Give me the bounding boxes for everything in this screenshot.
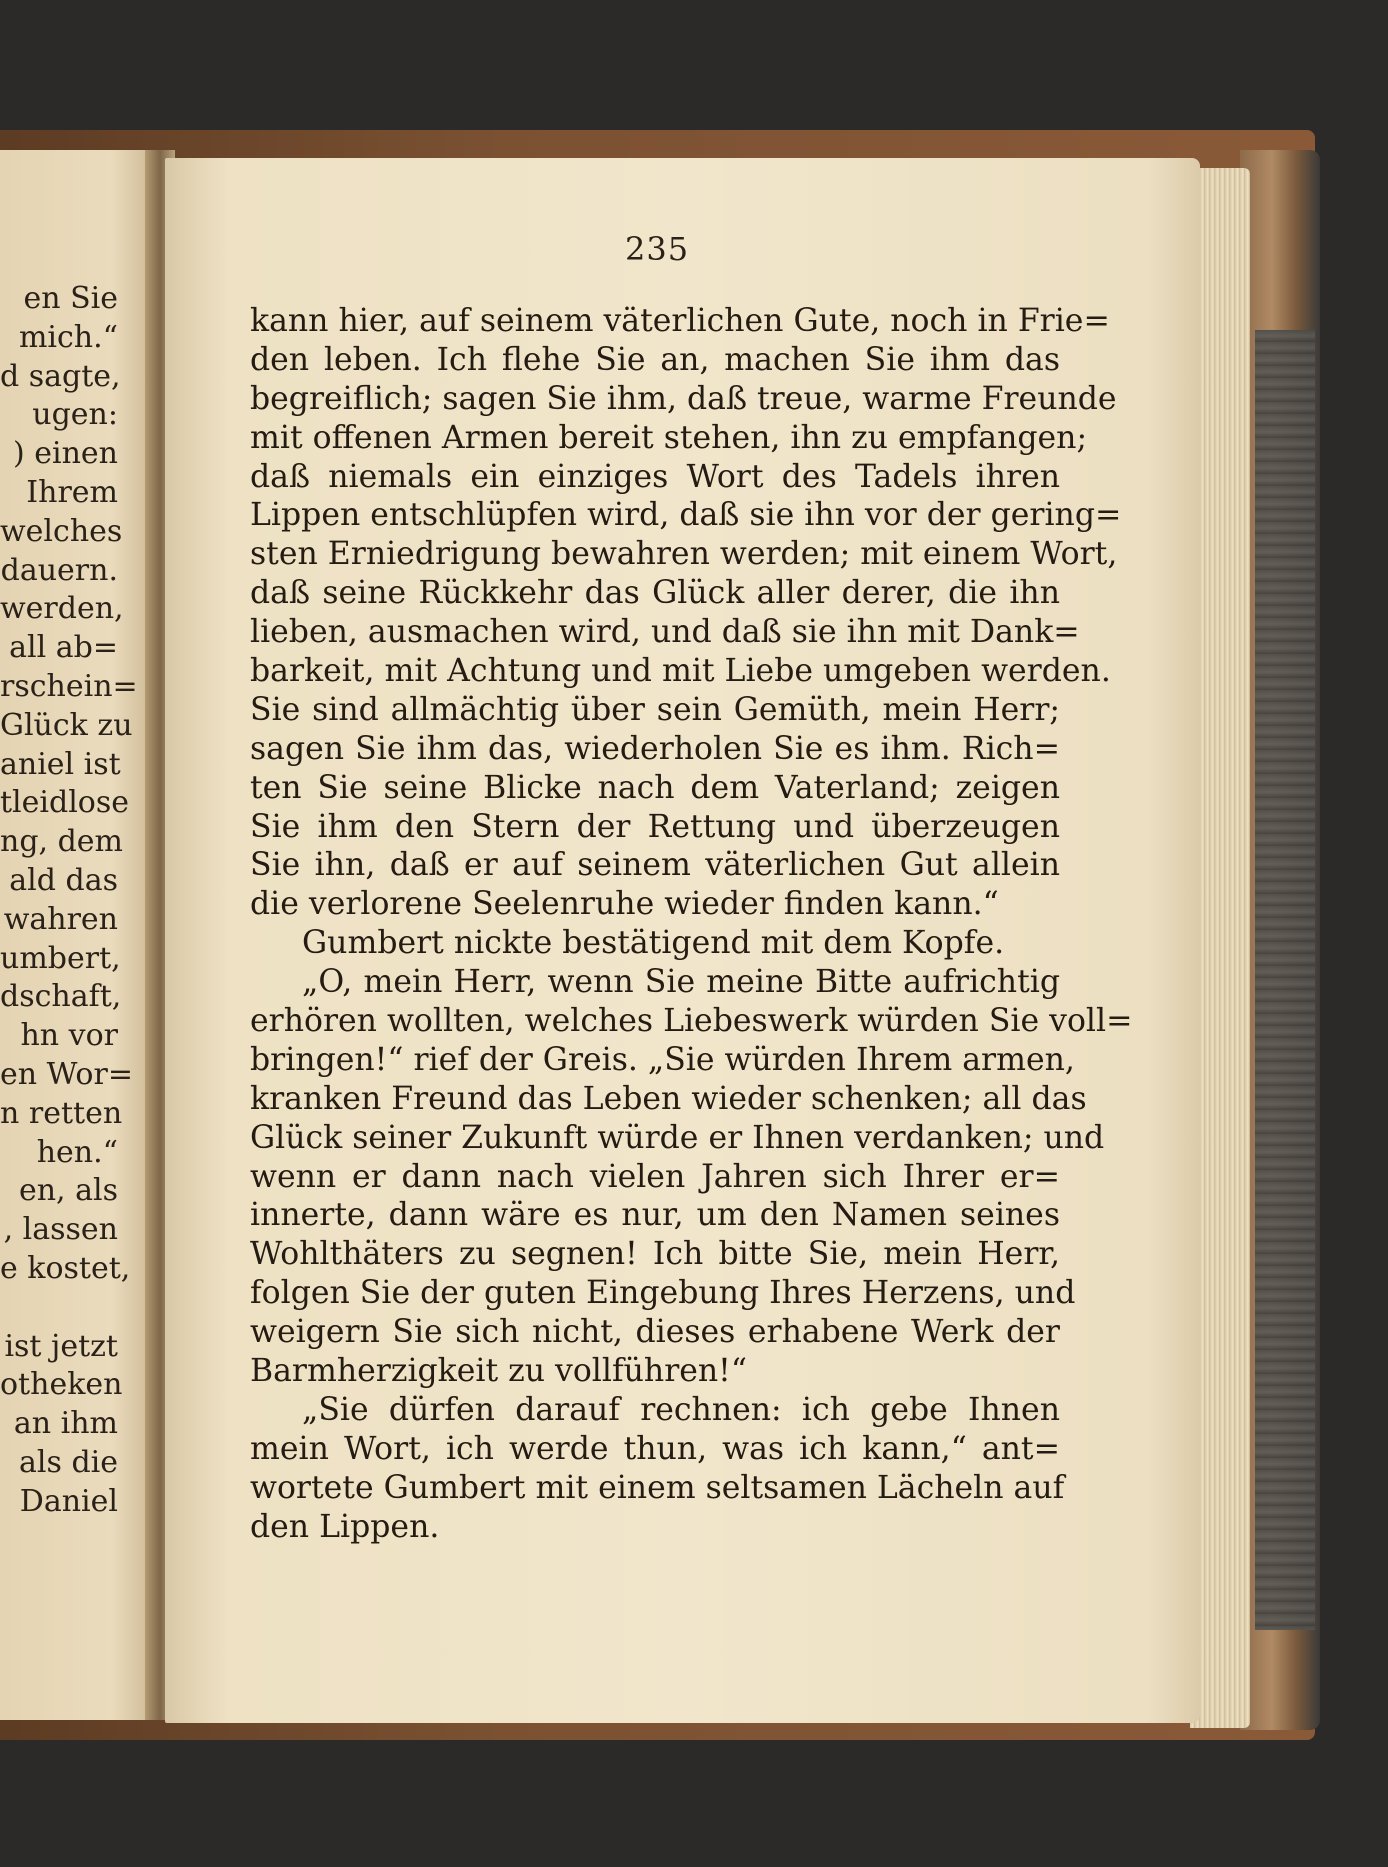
left-line: ) einen: [13, 436, 118, 472]
text-line: den leben. Ich flehe Sie an, machen Sie ihm das: [250, 341, 1060, 378]
text-line: Wohlthäters zu segnen! Ich bitte Sie, mein Herr,: [250, 1236, 1060, 1273]
left-line: dauern.: [0, 552, 118, 588]
left-line: Daniel: [19, 1483, 118, 1519]
text-line: Sie sind allmächtig über sein Gemüth, mein Herr;: [250, 691, 1060, 728]
text-line: „Sie dürfen darauf rechnen: ich gebe Ihnen: [302, 1391, 1060, 1428]
left-line: otheken: [0, 1367, 123, 1403]
left-line: ugen:: [32, 397, 118, 433]
left-line: welches: [0, 513, 123, 549]
left-line: mich.“: [18, 319, 118, 355]
left-line: en Sie: [23, 281, 118, 316]
cover-cloth: [1255, 330, 1315, 1630]
left-line: Ihrem: [26, 474, 118, 510]
text-line: sagen Sie ihm das, wiederholen Sie es ihm. Rich=: [250, 730, 1060, 767]
text-line: kann hier, auf seinem väterlichen Gute, noch in Frie=: [250, 303, 1110, 339]
text-line: Gumbert nickte bestätigend mit dem Kopfe.: [302, 925, 1005, 962]
text-line: lieben, ausmachen wird, und daß sie ihn mit Dank=: [250, 614, 1080, 651]
text-line: Barmherzigkeit zu vollführen!“: [250, 1353, 747, 1390]
left-line: wahren: [3, 901, 118, 937]
text-line: bringen!“ rief der Greis. „Sie würden Ihrem armen,: [250, 1041, 1075, 1078]
left-line: hn vor: [20, 1018, 118, 1054]
text-line: die verlorene Seelenruhe wieder finden kann.“: [250, 886, 999, 923]
text-line: begreiflich; sagen Sie ihm, daß treue, warme Freunde: [250, 380, 1117, 417]
left-line: , lassen: [3, 1212, 118, 1248]
text-line: innerte, dann wäre es nur, um den Namen seines: [250, 1197, 1060, 1234]
text-line: mit offenen Armen bereit stehen, ihn zu empfangen;: [250, 419, 1088, 456]
left-line: an ihm: [13, 1406, 118, 1442]
left-line: ist jetzt: [4, 1328, 118, 1364]
left-line: dschaft,: [0, 979, 122, 1015]
text-line: erhören wollten, welches Liebeswerk würden Sie voll=: [250, 1003, 1133, 1040]
left-line: ng, dem: [0, 824, 124, 860]
text-line: den Lippen.: [250, 1508, 440, 1545]
left-line: Glück zu: [0, 707, 133, 743]
text-line: Sie ihm den Stern der Rettung und überzeugen: [250, 808, 1060, 845]
text-line: barkeit, mit Achtung und mit Liebe umgeben werden.: [250, 653, 1111, 690]
left-line: d sagte,: [0, 358, 121, 394]
left-line: rschein=: [0, 668, 138, 704]
text-line: Glück seiner Zukunft würde er Ihnen verdanken; und: [250, 1119, 1105, 1156]
left-line: [0, 1289, 118, 1328]
left-line: tleidlose: [0, 785, 130, 821]
text-line: mein Wort, ich werde thun, was ich kann,“ ant=: [250, 1430, 1060, 1467]
text-line: daß seine Rückkehr das Glück aller derer, die ihn: [250, 575, 1060, 612]
page-body-text: [250, 302, 1133, 1547]
text-line: kranken Freund das Leben wieder schenken; all das: [250, 1080, 1087, 1117]
text-line: weigern Sie sich nicht, dieses erhabene Werk der: [250, 1314, 1060, 1351]
text-line: folgen Sie der guten Eingebung Ihres Herzens, und: [250, 1275, 1076, 1312]
left-line: en, als: [18, 1173, 118, 1209]
left-line: als die: [19, 1444, 118, 1480]
text-line: ten Sie seine Blicke nach dem Vaterland; zeigen: [250, 769, 1060, 806]
text-line: sten Erniedrigung bewahren werden; mit einem Wort,: [250, 536, 1118, 573]
left-page-text: [0, 280, 138, 1522]
left-line: ald das: [9, 862, 118, 898]
text-line: Sie ihn, daß er auf seinem väterlichen Gut allein: [250, 847, 1060, 884]
left-line: e kostet,: [0, 1250, 131, 1286]
text-line: wortete Gumbert mit einem seltsamen Lächeln auf: [250, 1469, 1065, 1506]
left-line: en Wor=: [0, 1056, 133, 1092]
text-line: daß niemals ein einziges Wort des Tadels ihren: [250, 458, 1060, 495]
left-line: hen.“: [36, 1134, 118, 1170]
left-line: all ab=: [9, 630, 118, 666]
text-line: wenn er dann nach vielen Jahren sich Ihrer er=: [250, 1158, 1060, 1195]
page-number: 235: [625, 230, 690, 268]
left-line: n retten: [0, 1095, 123, 1131]
text-line: Lippen entschlüpfen wird, daß sie ihn vor der gering=: [250, 497, 1122, 534]
left-line: werden,: [0, 591, 124, 627]
left-line: aniel ist: [0, 746, 121, 782]
left-line: umbert,: [0, 940, 121, 976]
text-line: „O, mein Herr, wenn Sie meine Bitte aufrichtig: [302, 964, 1060, 1001]
